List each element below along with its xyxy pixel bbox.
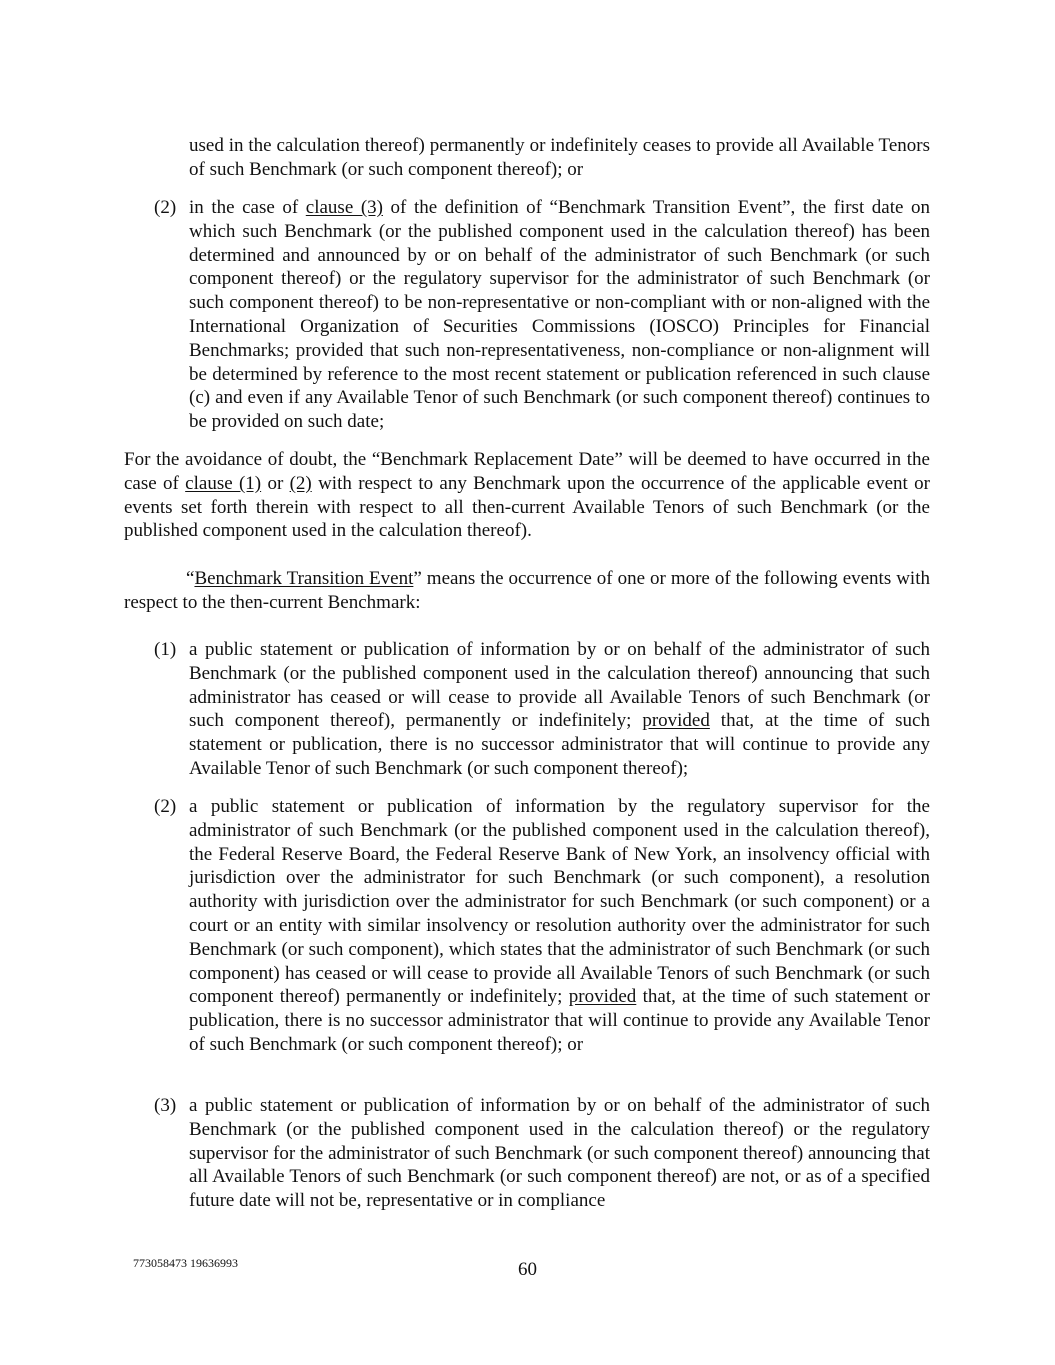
clause-2-reference: (2) [289, 472, 312, 494]
definition-paragraph [124, 567, 930, 615]
item-text-post: of the definition of “Benchmark Transition Event”, the first date on which such Benchmark (or the published component used in the calculation thereof) has been determined and announced by or on behalf of the administrator of such Benchmark (or such component thereof) or the regulatory supervisor for the administrator of such Benchmark (or such component thereof) to be non-representative or non-compliant with or non-aligned with the International Organization of Securities Commissions (IOSCO) Principles for Financial Benchmarks; provided that such non-representativeness, non-compliance or non-alignment will be determined by reference to the most recent statement or publication referenced in such clause (c) and even if any Available Tenor of such Benchmark (or such component thereof) continues to be provided on such date; [189, 197, 930, 433]
replacement-date-item-2 [154, 196, 930, 434]
page-number: 60 [518, 1259, 537, 1280]
item-text-pre: in the case of [189, 197, 306, 218]
item-body [189, 795, 930, 1057]
item-text-pre: a public statement or publication of information by or on behalf of the administrator of such Benchmark (or the published component used in the calculation thereof) announcing that such administrator has ceased or will cease to provide all Available Tenors of such Benchmark (or such component thereof), permanently or indefinitely; [189, 639, 930, 732]
provided-term: provided [568, 986, 637, 1008]
avoidance-text-post: with respect to any Benchmark upon the occurrence of the applicable event or events set forth therein with respect to all then-current Available Tenors of such Benchmark (or the published component used in the calculation thereof). [124, 472, 930, 542]
item-body [189, 638, 930, 781]
item-number: (1) [154, 639, 177, 660]
clause-1-reference: clause (1) [185, 472, 262, 494]
item-body [189, 1094, 930, 1213]
transition-event-item-1 [154, 638, 930, 781]
clause-3-reference: clause (3) [305, 197, 383, 218]
transition-event-item-2 [154, 795, 930, 1057]
item-text-post: that, at the time of such statement or publication, there is no successor administrator that will continue to provide any Available Tenor of such Benchmark (or such component thereof); [189, 710, 930, 779]
close-quote: ” [413, 568, 422, 589]
continuation-text: used in the calculation thereof) permanently or indefinitely ceases to provide all Available Tenors of such Benchmark (or such component thereof); or [189, 135, 930, 180]
provided-term: provided [642, 710, 710, 732]
item-number: (3) [154, 1095, 177, 1116]
continuation-paragraph [189, 134, 930, 182]
document-id: 773058473 19636993 [133, 1256, 238, 1270]
defined-term: Benchmark Transition Event [194, 568, 414, 589]
open-quote: “ [186, 568, 195, 589]
item-number: (2) [154, 796, 177, 817]
avoidance-text-pre: For the avoidance of doubt, the “Benchmark Replacement Date” will be deemed to have occurred in the case of [124, 449, 930, 494]
avoidance-text-mid: or [261, 472, 290, 494]
item-text: a public statement or publication of information by or on behalf of the administrator of such Benchmark (or the published component used in the calculation thereof) or the regulatory supervisor for the administrator of such Benchmark (or such component thereof) announcing that all Available Tenors of such Benchmark (or such component thereof) are not, or as of a specified future date will not be, representative or in compliance [189, 1095, 930, 1212]
item-text-pre: a public statement or publication of information by the regulatory supervisor for the administrator of such Benchmark (or the published component used in the calculation thereof), the Federal Reserve Board, the Federal Reserve Bank of New York, an insolvency official with jurisdiction over the administrator for such Benchmark (or such component), a resolution authority with jurisdiction over the administrator for such Benchmark (or such component) or a court or an entity with similar insolvency or resolution authority over the administrator for such Benchmark (or such component), which states that the administrator of such Benchmark (or such component) has ceased or will cease to provide all Available Tenors of such Benchmark (or such component thereof) permanently or indefinitely; [189, 796, 930, 1008]
transition-event-item-3 [154, 1094, 930, 1213]
definition-text: means the occurrence of one or more of the following events with respect to the then-current Benchmark: [124, 568, 930, 613]
item-number: (2) [154, 197, 177, 218]
avoidance-of-doubt-paragraph [124, 448, 930, 543]
item-body [189, 196, 930, 434]
item-text-post: that, at the time of such statement or publication, there is no successor administrator that will continue to provide any Available Tenor of such Benchmark (or such component thereof); or [189, 986, 930, 1055]
